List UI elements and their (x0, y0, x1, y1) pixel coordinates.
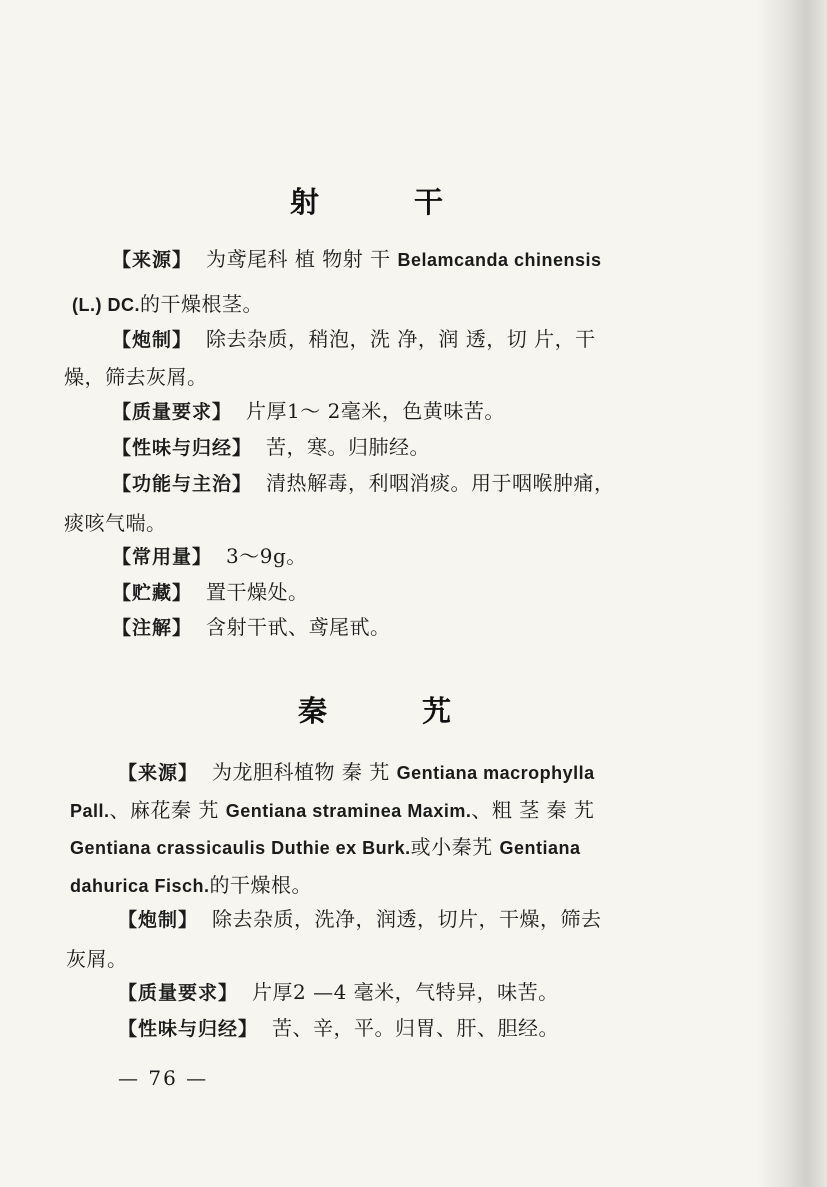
qinjiao-source-line-3 (70, 834, 581, 861)
qinjiao-source-text-5: 的干燥根。 (209, 873, 313, 897)
qinjiao-quality-tag: 【质量要求】 (118, 982, 239, 1004)
shegan-source-text-2: 的干燥根茎。 (139, 292, 263, 316)
shegan-source-text: 为鸢尾科 植 物射 干 (206, 247, 391, 271)
shegan-processing-tag: 【炮制】 (112, 329, 193, 351)
section-title-shegan: 射 干 (290, 185, 446, 219)
qinjiao-processing-tag: 【炮制】 (118, 909, 199, 931)
qinjiao-latin-name-2: Gentiana straminea Maxim. (225, 801, 472, 821)
shegan-dosage-tag: 【常用量】 (112, 546, 213, 568)
shegan-function-tag: 【功能与主治】 (112, 473, 253, 495)
qinjiao-nature-tag: 【性味与归经】 (118, 1018, 259, 1040)
shegan-latin-author: (L.) DC. (72, 295, 140, 315)
qinjiao-latin-name-3: Gentiana crassicaulis Duthie ex Burk. (70, 838, 411, 858)
shegan-processing-text-2: 燥，筛去灰屑。 (64, 365, 208, 389)
shegan-function-line-1 (112, 470, 615, 497)
shegan-nature-tag: 【性味与归经】 (112, 437, 253, 459)
shegan-notes-text: 含射干甙、鸢尾甙。 (206, 615, 391, 639)
qinjiao-processing-line-2 (66, 946, 128, 972)
qinjiao-quality-text: 片厚2 —4 毫米，气特异，味苦。 (252, 980, 559, 1004)
shegan-dosage-line (112, 543, 307, 570)
qinjiao-source-line-4 (70, 872, 312, 899)
section-title-qinjiao: 秦 艽 (298, 694, 454, 728)
shegan-nature-line (112, 434, 430, 461)
shegan-function-line-2 (64, 510, 167, 536)
shegan-storage-text: 置干燥处。 (206, 580, 309, 604)
shegan-function-text-2: 痰咳气喘。 (64, 511, 167, 535)
shegan-notes-tag: 【注解】 (112, 617, 193, 639)
qinjiao-latin-name-1: Gentiana macrophylla (396, 763, 595, 783)
qinjiao-processing-text-2: 灰屑。 (66, 947, 128, 971)
shegan-processing-line-1 (112, 326, 596, 353)
shegan-source-line-2 (72, 291, 263, 318)
shegan-nature-text: 苦，寒。归肺经。 (266, 435, 431, 459)
shegan-source-line-1 (112, 246, 602, 273)
qinjiao-processing-line-1 (118, 906, 602, 933)
page-binding-shadow (757, 0, 827, 1187)
shegan-storage-tag: 【贮藏】 (112, 582, 193, 604)
shegan-storage-line (112, 579, 309, 606)
qinjiao-latin-author-1: Pall. (70, 801, 110, 821)
qinjiao-nature-line (118, 1015, 559, 1042)
qinjiao-source-line-2 (70, 797, 594, 824)
shegan-notes-line (112, 614, 391, 641)
qinjiao-latin-genus-4: Gentiana (499, 838, 581, 858)
shegan-latin-name: Belamcanda chinensis (397, 250, 602, 270)
qinjiao-quality-line (118, 979, 559, 1006)
shegan-quality-tag: 【质量要求】 (112, 401, 233, 423)
shegan-processing-line-2 (64, 364, 208, 390)
shegan-dosage-text: 3～9g。 (226, 544, 307, 568)
shegan-quality-line (112, 398, 505, 425)
qinjiao-source-text: 为龙胆科植物 秦 艽 (212, 760, 390, 784)
qinjiao-nature-text: 苦、辛，平。归胃、肝、胆经。 (272, 1016, 560, 1040)
qinjiao-latin-name-4: dahurica Fisch. (70, 876, 210, 896)
qinjiao-source-tag: 【来源】 (118, 762, 199, 784)
qinjiao-processing-text: 除去杂质，洗净，润透，切片，干燥，筛去 (212, 907, 602, 931)
qinjiao-source-text-4: 或小秦艽 (410, 835, 493, 859)
qinjiao-source-line-1 (118, 759, 595, 786)
shegan-quality-text: 片厚1～ 2毫米，色黄味苦。 (246, 399, 505, 423)
page-number: — 76 — (118, 1066, 209, 1090)
shegan-source-tag: 【来源】 (112, 249, 193, 271)
qinjiao-source-text-2: 、麻花秦 艽 (109, 798, 219, 822)
shegan-function-text: 清热解毒，利咽消痰。用于咽喉肿痛， (266, 471, 615, 495)
shegan-processing-text: 除去杂质，稍泡，洗 净，润 透，切 片，干 (206, 327, 596, 351)
qinjiao-source-text-3: 、粗 茎 秦 艽 (471, 798, 595, 822)
